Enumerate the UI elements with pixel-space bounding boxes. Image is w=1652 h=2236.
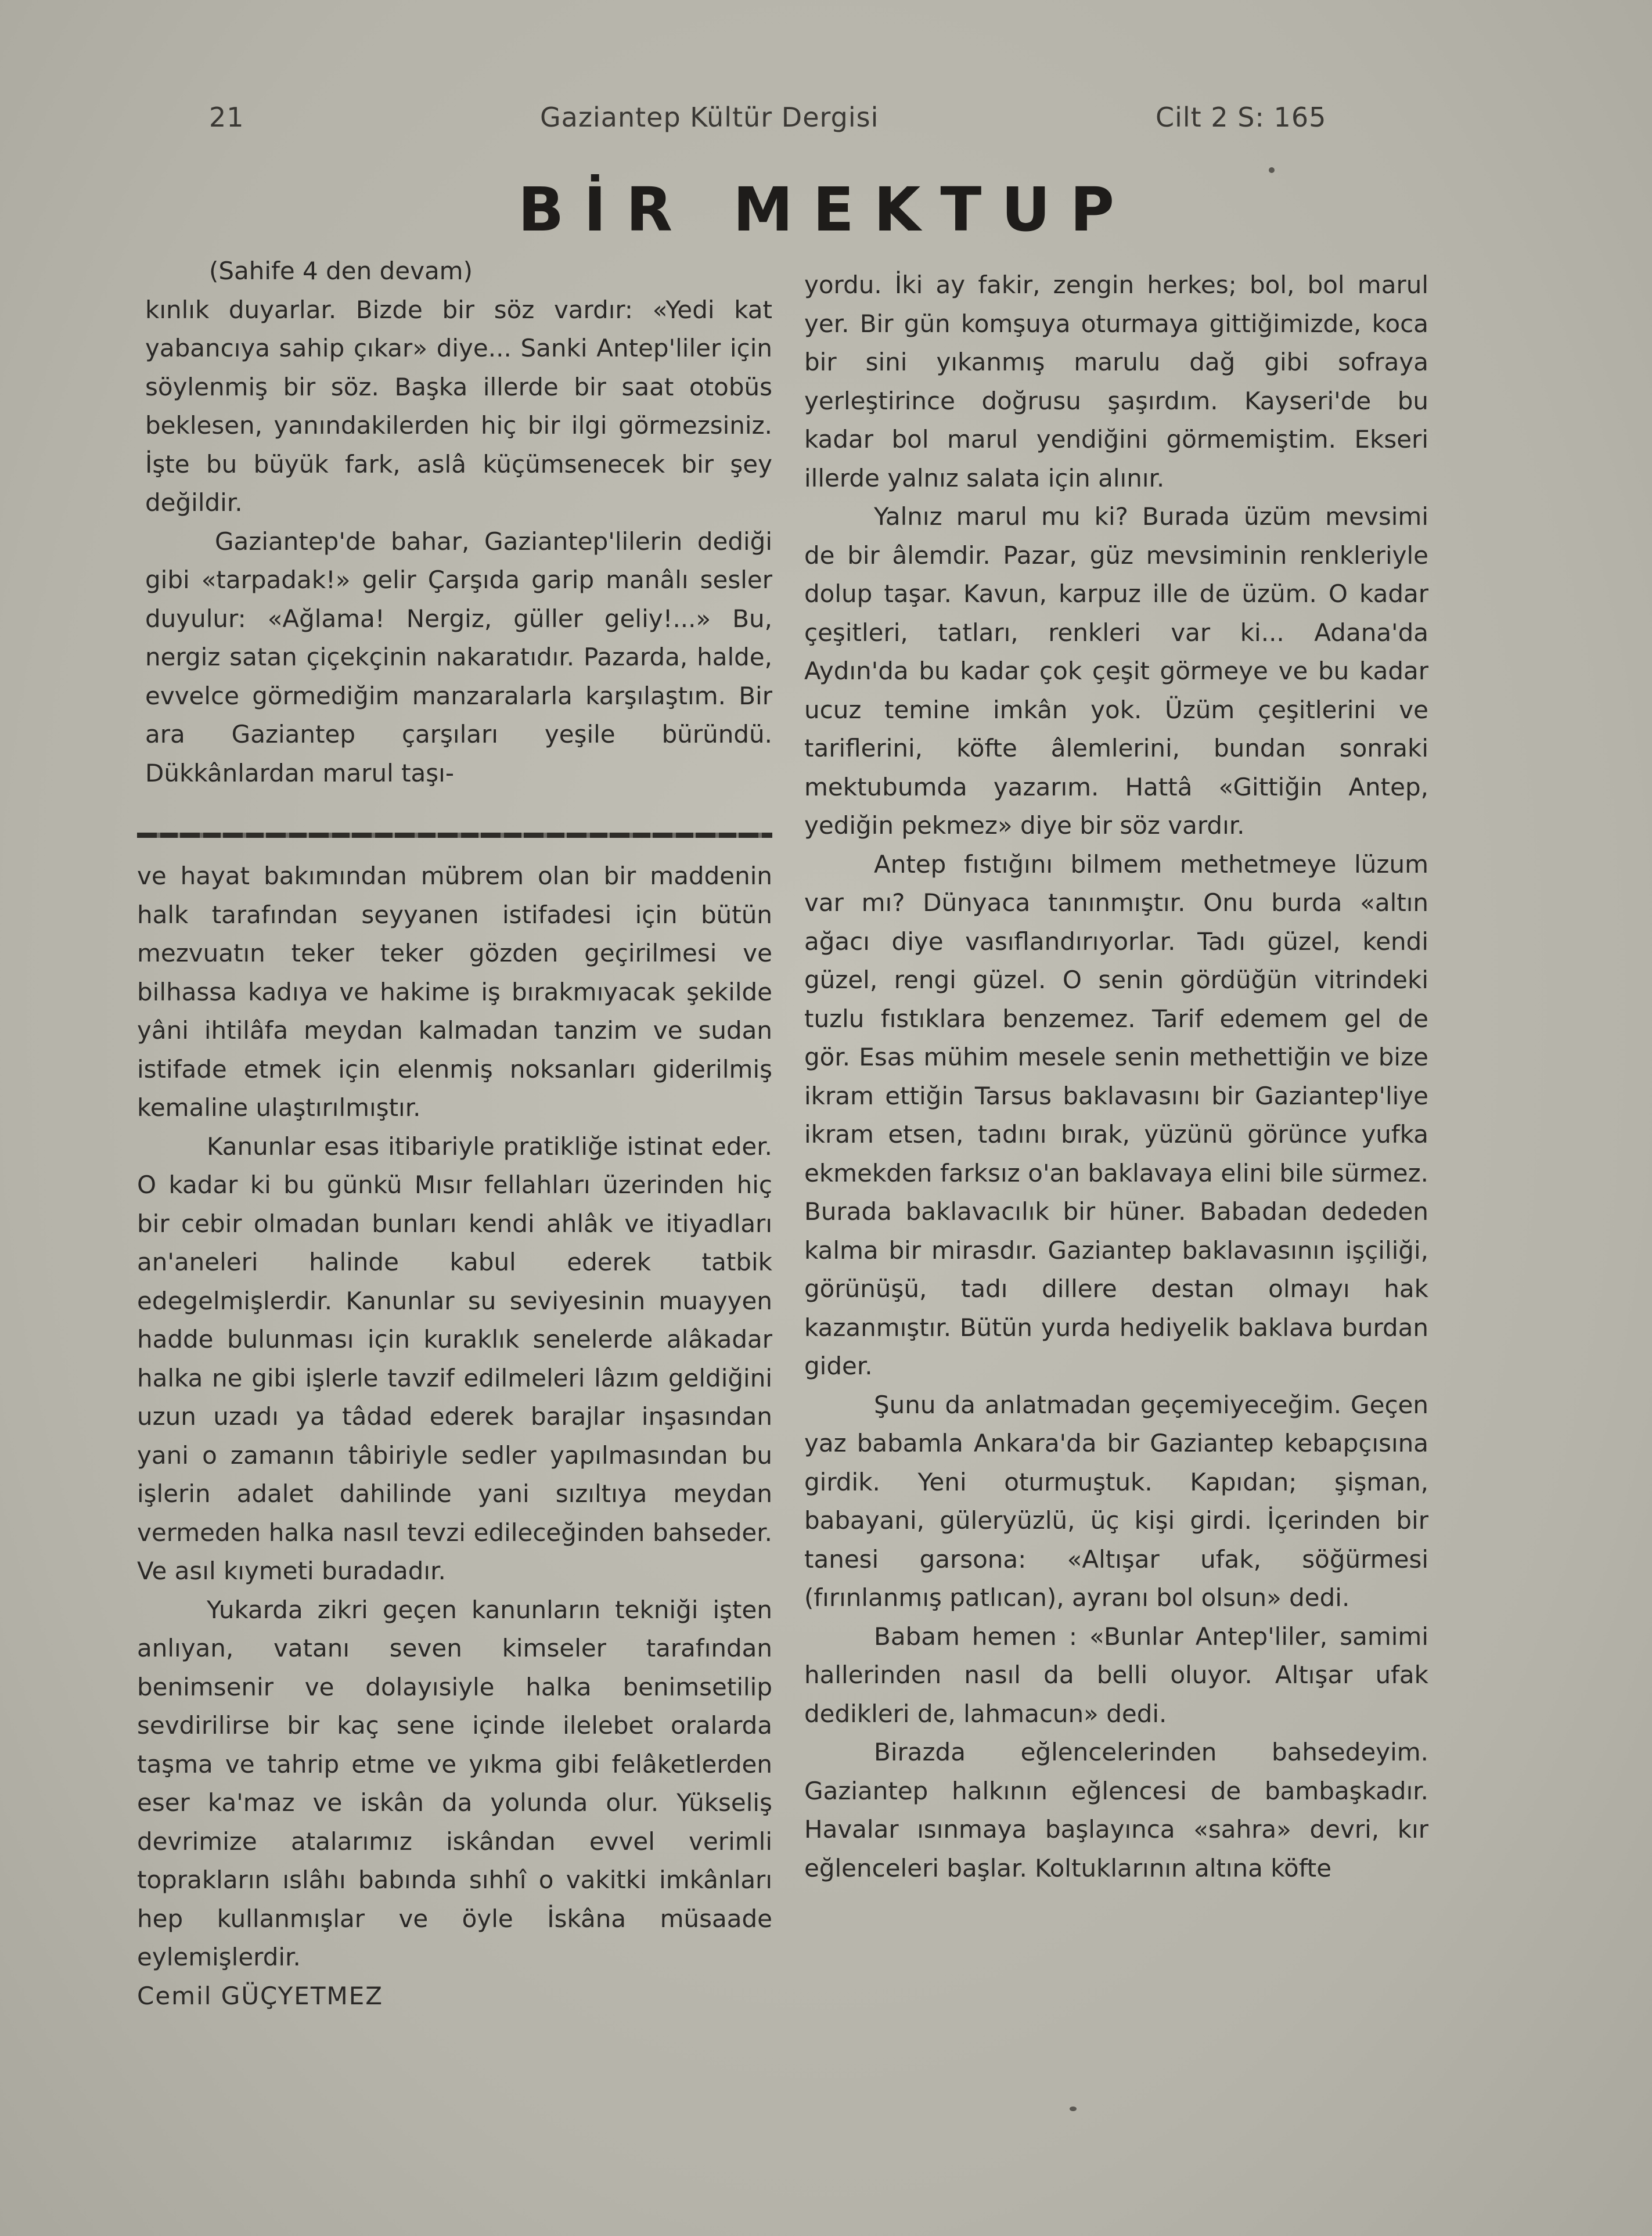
paragraph: ve hayat bakımından mübrem olan bir maddenin halk tarafından seyyanen istifadesi için bütün mezvuatın teker teker gözden geçirilmesi ve bilhassa kadıya ve hakime iş bırakmıyacak şekilde yâni ihtilâfa meydan kalmadan tanzim ve sudan istifade etmek için elenmiş noksanları giderilmiş kemaline ulaştırılmıştır. — [137, 862, 772, 1122]
left-column-bottom — [137, 857, 772, 2015]
paragraph: yordu. İki ay fakir, zengin herkes; bol, bol marul yer. Bir gün komşuya oturmaya gittiğimizde, koca bir sini yıkanmış marulu dağ gibi sofraya yerleştirince doğrusu şaşırdım. Kayseri'de bu kadar bol marul yendiğini görmemiştim. Ekseri illerde yalnız salata için alınır. — [804, 271, 1428, 492]
paragraph: Antep fıstığını bilmem methetmeye lüzum var mı? Dünyaca tanınmıştır. Onu burda «altın ağacı diye vasıflandırıyorlar. Tadı güzel, kendi güzel, rengi güzel. O senin gördüğün vitrindeki tuzlu fıstıklara benzemez. Tarif edemem gel de gör. Esas mühim mesele senin methettiğin ve bize ikram ettiğin Tarsus baklavasını bir Gaziantep'liye ikram etsen, tadını bırak, yüzünü görünce yufka ekmekden farksız o'an baklavaya elini bile sürmez. Burada baklavacılık bir hüner. Babadan dededen kalma bir mirasdır. Gaziantep baklavasının işçiliği, görünüşü, tadı dillere destan olmayı hak kazanmıştır. Bütün yurda hediyelik baklava burdan gider. — [804, 849, 1428, 1380]
journal-name: Gaziantep Kültür Dergisi — [540, 102, 879, 133]
right-column — [804, 266, 1428, 1888]
paragraph: Yalnız marul mu ki? Burada üzüm mevsimi de bir âlemdir. Pazar, güz mevsiminin renkleriyle dolup taşar. Kavun, karpuz ille de üzüm. O kadar çeşitleri, tatları, renkleri var ki... Adana'da Aydın'da bu kadar çok çeşit görmeye ve bu kadar ucuz temine imkân yok. Üzüm çeşitlerini ve tariflerini, köfte âlemlerini, bundan sonraki mektubumda yazarım. Hattâ «Gittiğin Antep, yediğin pekmez» diye bir söz vardır. — [804, 502, 1428, 840]
left-column-top — [145, 252, 772, 793]
page-number: 21 — [209, 102, 244, 133]
paragraph: Birazda eğlencelerinden bahsedeyim. Gaziantep halkının eğlencesi de bambaşkadır. Havalar ısınmaya başlayınca «sahra» devri, kır eğlenceleri başlar. Koltuklarının altına köfte — [804, 1738, 1428, 1882]
paragraph: kınlık duyarlar. Bizde bir söz vardır: «Yedi kat yabancıya sahip çıkar» diye... Sanki Antep'liler için söylenmiş bir söz. Başka illerde bir saat otobüs beklesen, yanındakilerden hiç bir ilgi görmezsiniz. İşte bu büyük fark, aslâ küçümsenecek bir şey değildir. — [145, 295, 772, 517]
paper-speck — [1269, 167, 1275, 173]
paragraph: Gaziantep'de bahar, Gaziantep'lilerin dediği gibi «tarpadak!» gelir Çarşıda garip manâlı sesler duyulur: «Ağlama! Nergiz, güller geliy!...» Bu, nergiz satan çiçekçinin nakaratıdır. Pazarda, halde, evvelce görmediğim manzaralarla karşılaştım. Bir ara Gaziantep çarşıları yeşile büründü. Dükkânlardan marul taşı- — [145, 527, 772, 787]
paper-speck — [1070, 2107, 1077, 2111]
paragraph: Şunu da anlatmadan geçemiyeceğim. Geçen yaz babamla Ankara'da bir Gaziantep kebapçısına girdik. Yeni oturmuştuk. Kapıdan; şişman, babayani, güleryüzlü, üç kişi girdi. İçerinden bir tanesi garsona: «Altışar ufak, söğürmesi (fırınlanmış patlıcan), ayranı bol olsun» dedi. — [804, 1390, 1428, 1612]
author-signature: Cemil GÜÇYETMEZ — [137, 1981, 384, 2010]
paragraph: Kanunlar esas itibariyle pratikliğe istinat eder. O kadar ki bu günkü Mısır fellahları üzerinden hiç bir cebir olmadan bunları kendi ahlâk ve itiyadları an'aneleri halinde kabul ederek tatbik edegelmişlerdir. Kanunlar su seviyesinin muayyen hadde bulunması için kuraklık senelerde alâkadar halka ne gibi işlerle tavzif edilmeleri lâzım geldiğini uzun uzadı ya tâdad ederek barajlar inşasından yani o zamanın tâbiriyle sedler yapılmasından bu işlerin adalet dahilinde yani sızıltıya meydan vermeden halka nasıl tevzi edileceğinden bahseder. Ve asıl kıymeti buradadır. — [137, 1132, 772, 1585]
paragraph: Babam hemen : «Bunlar Antep'liler, samimi hallerinden nasıl da belli oluyor. Altışar ufak dedikleri de, lahmacun» dedi. — [804, 1622, 1428, 1728]
issue-info: Cilt 2 S: 165 — [1156, 102, 1327, 133]
article-title: BİR MEKTUP — [518, 174, 1134, 245]
paragraph: Yukarda zikri geçen kanunların tekniği işten anlıyan, vatanı seven kimseler tarafından benimsenir ve dolayısiyle halka benimsetilip sevdirilirse bir kaç sene içinde ilelebet oralarda taşma ve tahrip etme ve yıkma gibi felâketlerden eser ka'maz ve iskân da yolunda olur. Yükseliş devrimize atalarımız iskândan evvel verimli toprakların ıslâhı babında sıhhî o vakitki imkânları hep kullanmışlar ve öyle İskâna müsaade eylemişlerdir. — [137, 1595, 772, 1971]
continuation-note: (Sahife 4 den devam) — [209, 257, 473, 285]
column-divider — [137, 833, 772, 838]
